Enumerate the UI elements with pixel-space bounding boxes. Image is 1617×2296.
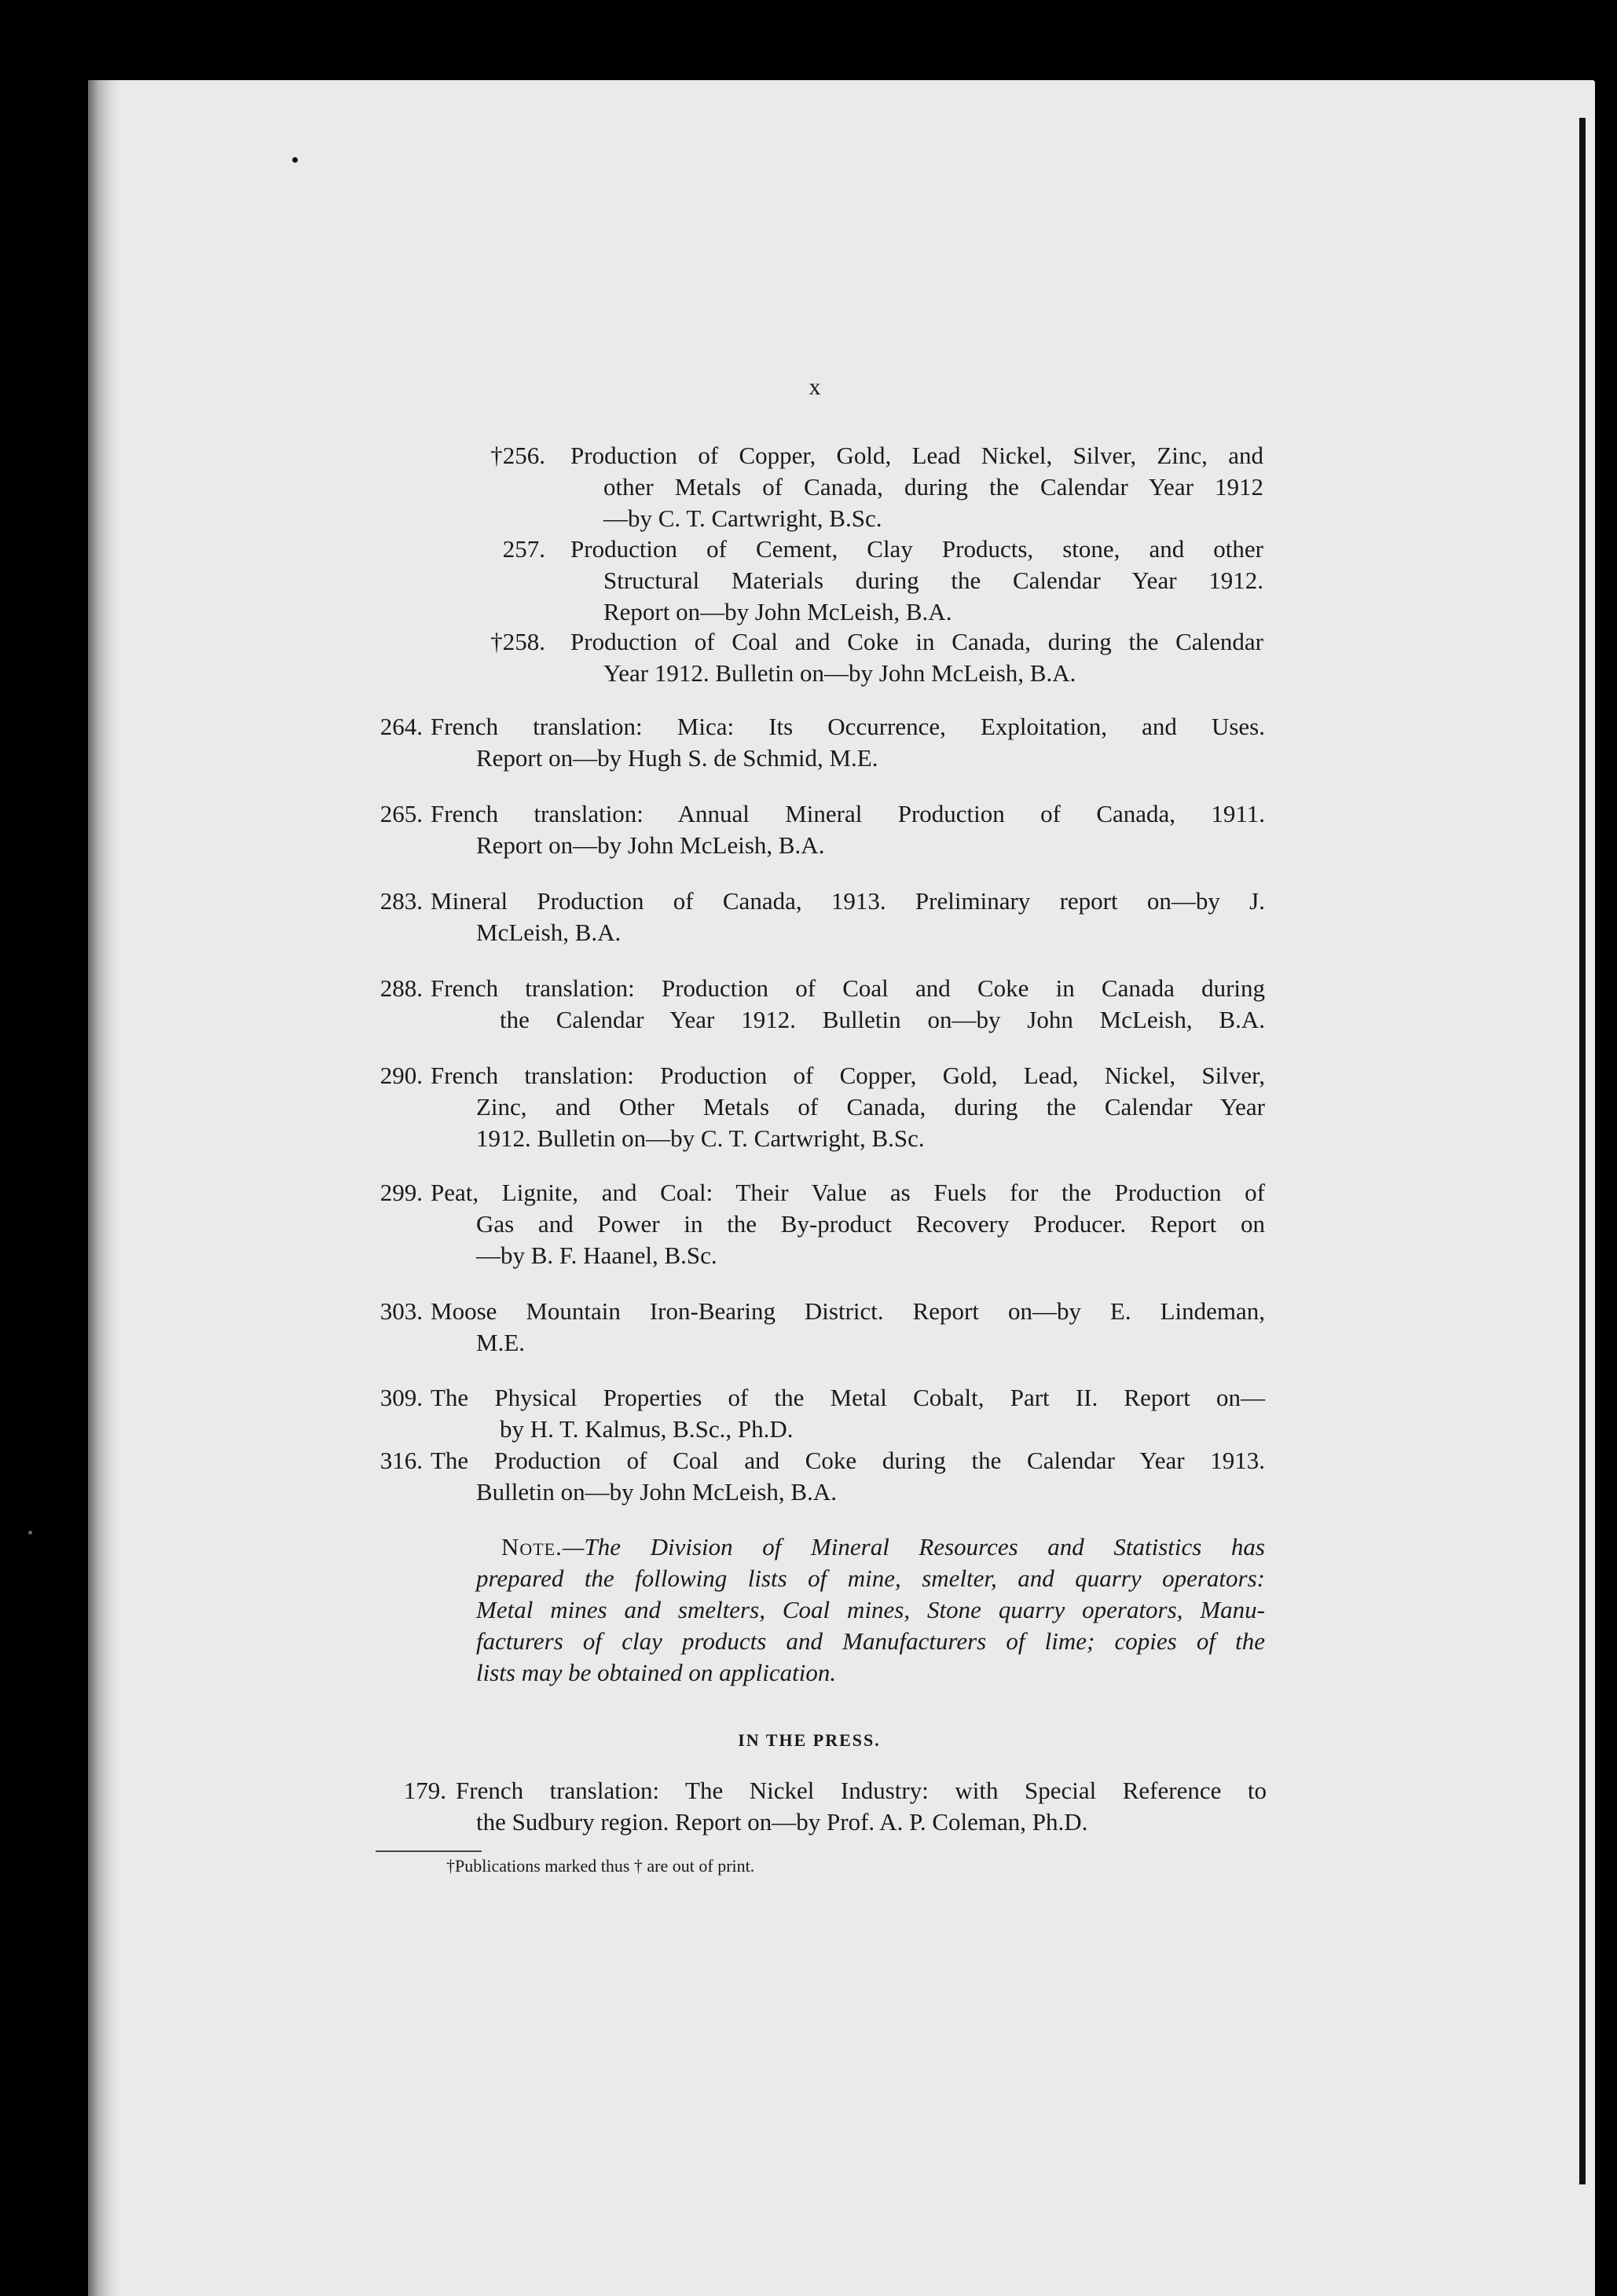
publication-line: Production of Cement, Clay Products, stone, and other [570,535,1263,563]
publication-number: 299. [380,1179,423,1206]
publication-line: Moose Mountain Iron-Bearing District. Report on—by E. Lindeman, [431,1297,1265,1325]
publication-line: Gas and Power in the By-product Recovery Producer. Report on [476,1210,1265,1238]
publication-line: The Physical Properties of the Metal Cobalt, Part II. Report on— [431,1384,1265,1411]
publication-line: Production of Coal and Coke in Canada, during the Calendar [570,628,1263,655]
publication-line: French translation: The Nickel Industry: with Special Reference to [456,1777,1267,1804]
publication-number: 265. [380,800,423,827]
in-the-press-heading: IN THE PRESS. [738,1730,881,1750]
publication-line: Year 1912. Bulletin on—by John McLeish, B.A. [603,659,1076,687]
note-line: —The Division of Mineral Resources and Statistics has [562,1533,1265,1561]
publication-line: French translation: Production of Copper, Gold, Lead, Nickel, Silver, [431,1062,1265,1089]
publication-line: Production of Copper, Gold, Lead Nickel, Silver, Zinc, and [570,442,1263,469]
note-line: prepared the following lists of mine, smelter, and quarry operators: [476,1564,1265,1592]
publication-number: 290. [380,1062,423,1089]
publication-line: Report on—by Hugh S. de Schmid, M.E. [476,744,878,772]
publication-number: 179. [403,1777,446,1804]
note-label: Note. [501,1533,563,1561]
footnote-rule [376,1850,482,1852]
binding-shadow [88,80,121,2296]
publication-number: †258. [490,628,545,655]
publication-line: M.E. [476,1329,525,1356]
publication-number: 264. [380,713,423,740]
publication-line: French translation: Production of Coal and Coke in Canada during [431,974,1265,1002]
publication-line: Zinc, and Other Metals of Canada, during the Calendar Year [476,1093,1265,1120]
publication-line: 1912. Bulletin on—by C. T. Cartwright, B.Sc. [476,1124,925,1152]
publication-line: French translation: Mica: Its Occurrence, Exploitation, and Uses. [431,713,1265,740]
publication-line: Bulletin on—by John McLeish, B.A. [476,1478,837,1506]
publication-number: 309. [380,1384,423,1411]
publication-line: Report on—by John McLeish, B.A. [476,831,825,859]
publication-line: McLeish, B.A. [476,919,622,946]
publication-line: —by B. F. Haanel, B.Sc. [476,1242,717,1269]
publication-line: Mineral Production of Canada, 1913. Preliminary report on—by J. [431,887,1265,915]
publication-line: the Calendar Year 1912. Bulletin on—by John McLeish, B.A. [500,1006,1265,1033]
note-line: Metal mines and smelters, Coal mines, Stone quarry operators, Manu- [476,1596,1265,1623]
publication-number: 288. [380,974,423,1002]
scan-speck [292,157,298,163]
publication-line: Report on—by John McLeish, B.A. [603,598,952,625]
note-line: lists may be obtained on application. [476,1659,837,1686]
publication-line: French translation: Annual Mineral Production of Canada, 1911. [431,800,1265,827]
publication-number: 283. [380,887,423,915]
publication-line: other Metals of Canada, during the Calendar Year 1912 [603,473,1263,501]
publication-line: the Sudbury region. Report on—by Prof. A. P. Coleman, Ph.D. [476,1808,1088,1836]
publication-number: 316. [380,1447,423,1474]
publication-number: †256. [490,442,545,469]
publication-line: The Production of Coal and Coke during the Calendar Year 1913. [431,1447,1265,1474]
publication-line: —by C. T. Cartwright, B.Sc. [603,504,882,532]
publication-line: Peat, Lignite, and Coal: Their Value as Fuels for the Production of [431,1179,1265,1206]
page-number: x [808,374,821,400]
page-edge [1579,118,1586,2184]
note-first-line [501,1531,1265,1563]
publication-line: by H. T. Kalmus, B.Sc., Ph.D. [500,1415,794,1443]
footnote: †Publications marked thus † are out of print. [446,1856,755,1876]
publication-number: 257. [502,535,545,563]
note-line: facturers of clay products and Manufacturers of lime; copies of the [476,1627,1265,1655]
scan-speck [28,1531,32,1535]
publication-number: 303. [380,1297,423,1325]
publication-line: Structural Materials during the Calendar Year 1912. [603,567,1263,594]
